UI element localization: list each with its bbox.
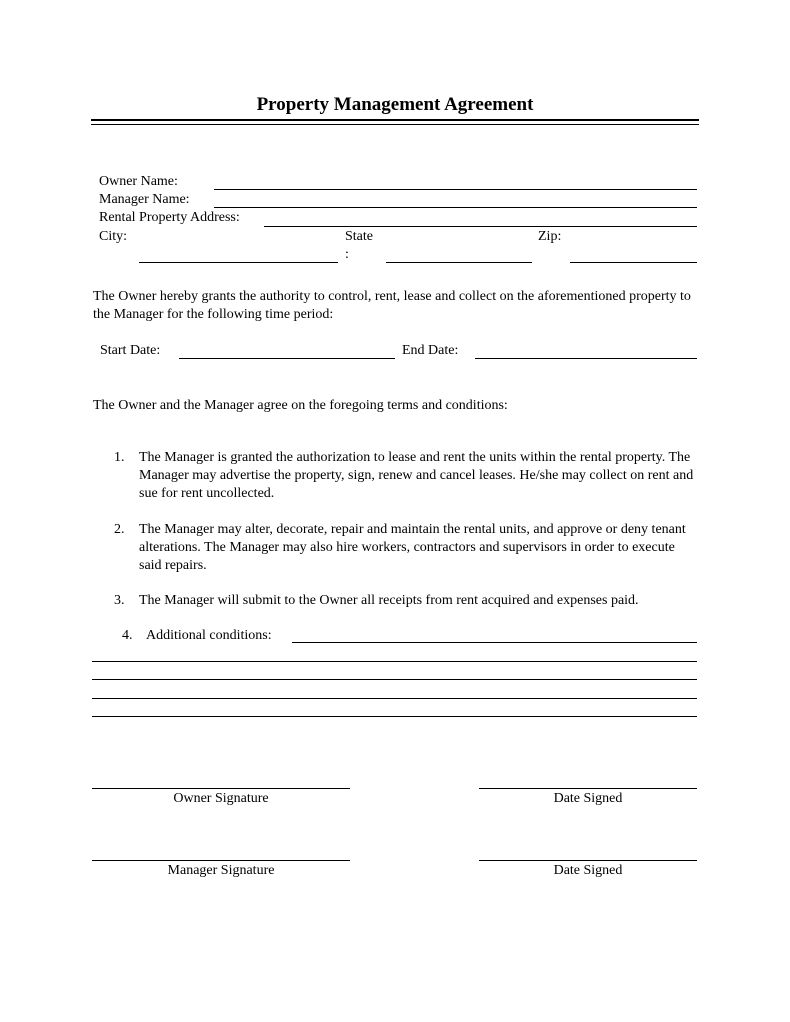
date-signed-label: Date Signed [553,863,623,878]
owner-name-label: Owner Name: [99,174,178,189]
manager-name-label: Manager Name: [99,192,190,207]
condition-text: Additional conditions: [146,628,272,643]
owner-signature-label: Owner Signature [173,791,269,806]
manager-signature-line[interactable] [92,860,350,861]
condition-number: 1. [114,450,125,465]
owner-signature-line[interactable] [92,788,350,789]
start-date-label: Start Date: [100,343,161,358]
end-date-field[interactable] [475,358,697,359]
state-label: State [345,229,373,244]
grant-paragraph: The Owner hereby grants the authority to control, rent, lease and collect on the aforementioned property to the Manager for the following time period: [93,289,691,322]
end-date-label: End Date: [402,343,459,358]
additional-conditions-line[interactable] [92,698,697,699]
rental-address-field[interactable] [264,226,697,227]
zip-field[interactable] [570,262,697,263]
condition-number: 2. [114,522,125,537]
condition-text: The Manager may alter, decorate, repair and maintain the rental units, and approve or deny tenant alterations. The Manager may also hire workers, contractors and supervisors in order to execute said repairs. [139,522,686,573]
date-signed-label: Date Signed [553,791,623,806]
manager-signature-label: Manager Signature [167,863,275,878]
date-signed-line[interactable] [479,860,697,861]
agree-paragraph: The Owner and the Manager agree on the foregoing terms and conditions: [93,398,508,413]
additional-conditions-line[interactable] [92,661,697,662]
condition-number: 3. [114,593,125,608]
condition-text: The Manager is granted the authorization to lease and rent the units within the rental property. The Manager may advertise the property, sign, renew and cancel leases. He/she may collect on rent and sue for rent uncollected. [139,450,694,501]
state-field[interactable] [386,262,532,263]
title-rule-bottom [91,124,699,125]
condition-number: 4. [122,628,133,643]
title-rule-top [91,119,699,121]
page-title: Property Management Agreement [256,94,534,115]
manager-name-field[interactable] [214,207,697,208]
date-signed-line[interactable] [479,788,697,789]
condition-text: The Manager will submit to the Owner all receipts from rent acquired and expenses paid. [139,593,639,608]
city-field[interactable] [139,262,338,263]
state-colon: : [345,247,349,262]
additional-conditions-line[interactable] [92,679,697,680]
owner-name-field[interactable] [214,189,697,190]
additional-conditions-field[interactable] [292,642,697,643]
start-date-field[interactable] [179,358,395,359]
city-label: City: [99,229,128,244]
zip-label: Zip: [538,229,562,244]
rental-address-label: Rental Property Address: [99,210,240,225]
additional-conditions-line[interactable] [92,716,697,717]
